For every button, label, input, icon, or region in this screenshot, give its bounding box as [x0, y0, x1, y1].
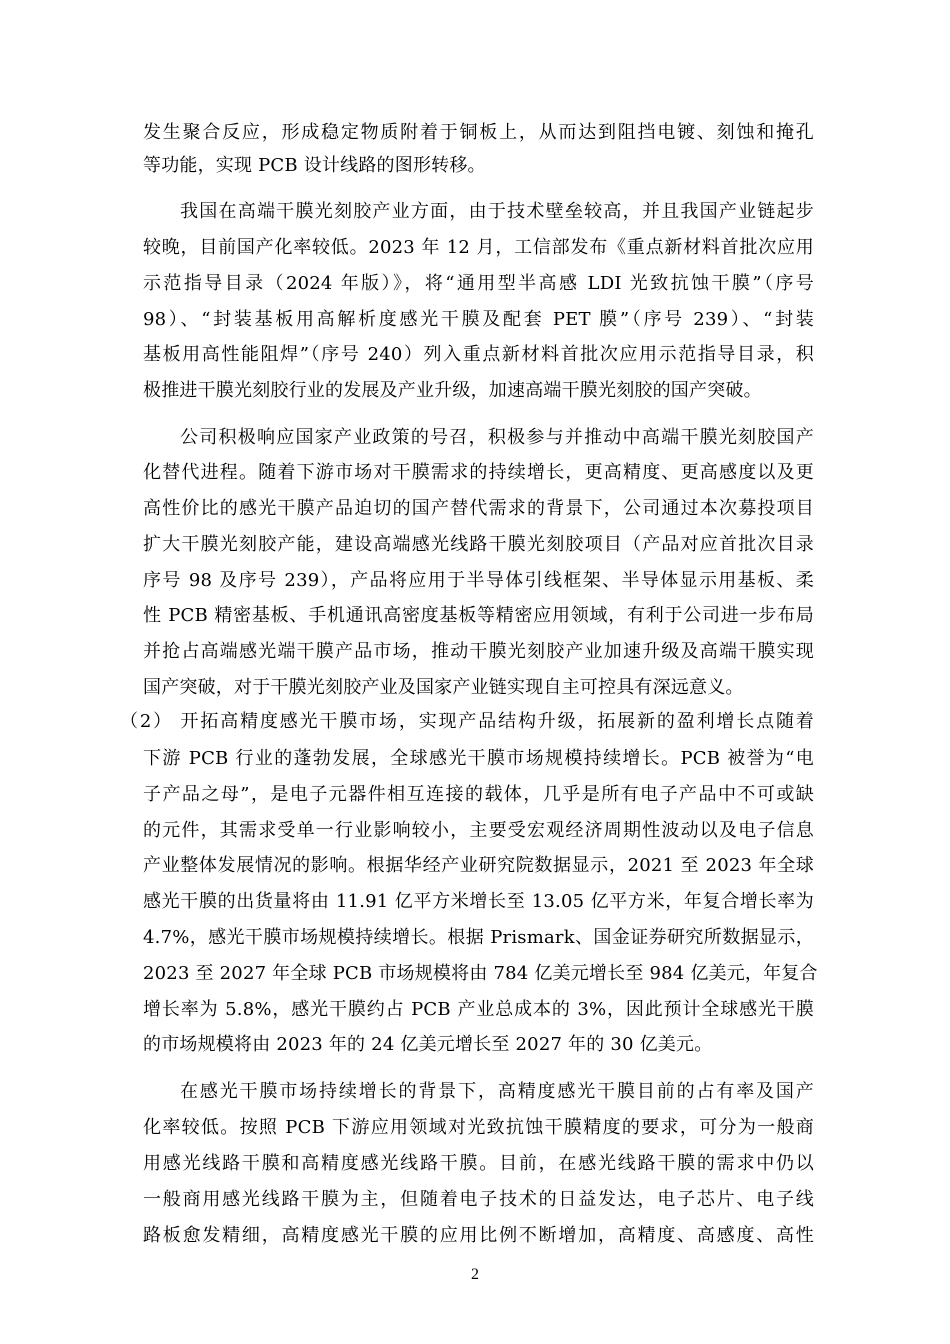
paragraph-line: 示范指导目录（2024 年版）》，将“通用型半高感 LDI 光致抗蚀干膜”（序号	[143, 273, 814, 294]
paragraph-line: 序号 98 及序号 239），产品将应用于半导体引线框架、半导体显示用基板、柔	[143, 570, 814, 591]
paragraph-line: 扩大干膜光刻胶产能，建设高端感光线路干膜光刻胶项目（产品对应首批次目录	[143, 534, 814, 555]
page-number: 2	[471, 1266, 479, 1283]
paragraph-line: 98）、“封装基板用高解析度感光干膜及配套 PET 膜”（序号 239）、“封装	[143, 309, 814, 330]
paragraph-line: 路板愈发精细，高精度感光干膜的应用比例不断增加，高精度、高感度、高性	[143, 1225, 814, 1246]
paragraph-line: 一般商用感光线路干膜为主，但随着电子技术的日益发达，电子芯片、电子线	[143, 1189, 814, 1210]
paragraph-line: 我国在高端干膜光刻胶产业方面，由于技术壁垒较高，并且我国产业链起步	[180, 201, 814, 222]
paragraph-line: 化率较低。按照 PCB 下游应用领域对光致抗蚀干膜精度的要求，可分为一般商	[143, 1117, 814, 1138]
paragraph-line: 感光干膜的出货量将由 11.91 亿平方米增长至 13.05 亿平方米，年复合增长率为	[143, 891, 814, 912]
paragraph-line: 化替代进程。随着下游市场对干膜需求的持续增长，更高精度、更高感度以及更	[143, 462, 814, 483]
paragraph-line: 性 PCB 精密基板、手机通讯高密度基板等精密应用领域，有利于公司进一步布局	[143, 605, 814, 626]
paragraph-line: 的市场规模将由 2023 年的 24 亿美元增长至 2027 年的 30 亿美元。	[143, 1034, 713, 1055]
paragraph-line: 发生聚合反应，形成稳定物质附着于铜板上，从而达到阻挡电镀、刻蚀和掩孔	[143, 122, 814, 143]
paragraph-line: 极推进干膜光刻胶行业的发展及产业升级，加速高端干膜光刻胶的国产突破。	[143, 380, 762, 401]
paragraph-line: 增长率为 5.8%，感光干膜约占 PCB 产业总成本的 3%，因此预计全球感光干膜	[143, 999, 814, 1020]
paragraph-line: 公司积极响应国家产业政策的号召，积极参与并推动中高端干膜光刻胶国产	[180, 427, 814, 448]
paragraph-line: 在感光干膜市场持续增长的背景下，高精度感光干膜目前的占有率及国产	[180, 1081, 814, 1102]
paragraph-line: 产业整体发展情况的影响。根据华经产业研究院数据显示，2021 至 2023 年全球	[143, 855, 814, 876]
paragraph-line: 基板用高性能阻焊”（序号 240）列入重点新材料首批次应用示范指导目录，积	[143, 344, 814, 365]
paragraph-line: 用感光线路干膜和高精度感光线路干膜。目前，在感光线路干膜的需求中仍以	[143, 1153, 814, 1174]
paragraph-line: 4.7%，感光干膜市场规模持续增长。根据 Prismark、国金证券研究所数据显示，	[143, 927, 814, 948]
section-heading-line: （2） 开拓高精度感光干膜市场，实现产品结构升级，拓展新的盈利增长点随着	[120, 711, 814, 732]
paragraph-line: 等功能，实现 PCB 设计线路的图形转移。	[143, 155, 486, 176]
paragraph-line: 2023 至 2027 年全球 PCB 市场规模将由 784 亿美元增长至 984 亿美元，年复合	[143, 963, 818, 984]
paragraph-line: 并抢占高端感光端干膜产品市场，推动干膜光刻胶产业加速升级及高端干膜实现	[143, 641, 814, 662]
paragraph-line: 较晚，目前国产化率较低。2023 年 12 月，工信部发布《重点新材料首批次应用	[143, 237, 814, 258]
paragraph-line: 的元件，其需求受单一行业影响较小，主要受宏观经济周期性波动以及电子信息	[143, 820, 814, 841]
paragraph-line: 国产突破，对于干膜光刻胶产业及国家产业链实现自主可控具有深远意义。	[143, 677, 744, 698]
paragraph-line: 下游 PCB 行业的蓬勃发展，全球感光干膜市场规模持续增长。PCB 被誉为“电	[143, 748, 814, 769]
paragraph-line: 子产品之母”，是电子元器件相互连接的载体，几乎是所有电子产品中不可或缺	[143, 784, 814, 805]
paragraph-line: 高性价比的感光干膜产品迫切的国产替代需求的背景下，公司通过本次募投项目	[143, 498, 814, 519]
